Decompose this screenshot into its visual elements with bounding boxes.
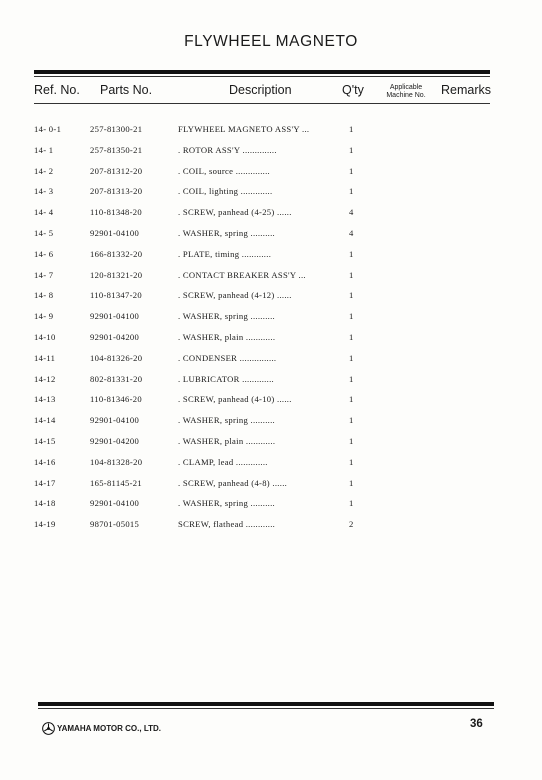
part-no: 104-81328-20 <box>90 456 143 467</box>
quantity: 1 <box>349 373 354 384</box>
ref-no: 14- 1 <box>34 144 54 155</box>
ref-no: 14-11 <box>34 352 56 363</box>
description: . WASHER, plain ............ <box>178 332 276 342</box>
quantity: 1 <box>349 352 354 363</box>
ref-no: 14- 6 <box>34 248 54 259</box>
part-no: 166-81332-20 <box>90 248 143 259</box>
description: . CLAMP, lead ............. <box>178 456 268 467</box>
part-no: 802-81331-20 <box>90 373 143 384</box>
quantity: 1 <box>349 269 354 280</box>
description: . LUBRICATOR ............. <box>178 373 274 384</box>
ref-no: 14-15 <box>34 436 56 446</box>
table-row <box>0 145 542 159</box>
quantity: 1 <box>349 332 354 342</box>
description: . PLATE, timing ............ <box>178 248 272 259</box>
table-row <box>0 478 542 492</box>
ref-no: 14- 0-1 <box>34 124 62 134</box>
part-no: 92901-04100 <box>90 228 140 238</box>
table-row <box>0 332 542 346</box>
part-no: 98701-05015 <box>90 519 140 530</box>
part-no: 92901-04100 <box>90 311 140 322</box>
table-row <box>0 353 542 367</box>
quantity: 1 <box>349 186 354 197</box>
quantity: 1 <box>349 436 354 446</box>
company-name: YAMAHA MOTOR CO., LTD. <box>57 724 161 733</box>
footer-rule-thick <box>38 702 494 706</box>
quantity: 1 <box>349 165 354 176</box>
table-row <box>0 436 542 450</box>
page-number: 36 <box>470 718 483 730</box>
table-row <box>0 207 542 221</box>
quantity: 1 <box>349 248 354 259</box>
table-row <box>0 270 542 284</box>
part-no: 110-81347-20 <box>90 290 142 301</box>
quantity: 4 <box>349 207 354 218</box>
footer-rule-thin <box>38 708 494 709</box>
table-row <box>0 228 542 242</box>
part-no: 92901-04200 <box>90 332 140 342</box>
quantity: 1 <box>349 311 354 322</box>
page-title: FLYWHEEL MAGNETO <box>184 33 358 50</box>
part-no: 92901-04200 <box>90 436 140 446</box>
ref-no: 14- 9 <box>34 311 54 322</box>
table-row <box>0 124 542 138</box>
header-description: Description <box>229 83 292 97</box>
table-row <box>0 415 542 429</box>
header-applicable-line2: Machine No. <box>386 92 426 99</box>
header-parts: Parts No. <box>100 83 153 97</box>
part-no: 207-81312-20 <box>90 165 143 176</box>
quantity: 1 <box>349 124 354 134</box>
description: . SCREW, panhead (4-25) ...... <box>178 207 292 218</box>
ref-no: 14- 4 <box>34 207 54 218</box>
quantity: 1 <box>349 498 354 509</box>
header-rule-top-thin <box>34 76 490 77</box>
part-no: 92901-04100 <box>90 415 140 426</box>
ref-no: 14-18 <box>34 498 56 509</box>
ref-no: 14- 2 <box>34 165 54 176</box>
quantity: 1 <box>349 144 354 155</box>
description: . WASHER, spring .......... <box>178 228 275 238</box>
quantity: 4 <box>349 228 354 238</box>
part-no: 257-81300-21 <box>90 124 143 134</box>
ref-no: 14- 8 <box>34 290 54 301</box>
quantity: 1 <box>349 290 354 301</box>
ref-no: 14- 5 <box>34 228 54 238</box>
quantity: 1 <box>349 415 354 426</box>
header-ref: Ref. No. <box>34 83 80 97</box>
part-no: 207-81313-20 <box>90 186 143 197</box>
ref-no: 14- 7 <box>34 269 54 280</box>
quantity: 1 <box>349 477 354 488</box>
header-rule-top <box>34 70 490 74</box>
description: . WASHER, plain ............ <box>178 436 276 446</box>
part-no: 104-81326-20 <box>90 352 143 363</box>
quantity: 2 <box>349 519 354 530</box>
ref-no: 14-12 <box>34 373 56 384</box>
description: . SCREW, panhead (4-12) ...... <box>178 290 292 301</box>
quantity: 1 <box>349 394 354 405</box>
description: . SCREW, panhead (4-8) ...... <box>178 477 288 488</box>
part-no: 110-81346-20 <box>90 394 142 405</box>
ref-no: 14- 3 <box>34 186 54 197</box>
part-no: 110-81348-20 <box>90 207 142 218</box>
description: . WASHER, spring .......... <box>178 415 275 426</box>
ref-no: 14-10 <box>34 332 56 342</box>
table-row <box>0 186 542 200</box>
description: . CONDENSER ............... <box>178 352 277 363</box>
table-row <box>0 249 542 263</box>
part-no: 257-81350-21 <box>90 144 143 155</box>
part-no: 120-81321-20 <box>90 269 143 280</box>
header-applicable-line1: Applicable <box>389 84 423 91</box>
description: . CONTACT BREAKER ASS'Y ... <box>178 269 306 280</box>
part-no: 165-81145-21 <box>90 477 142 488</box>
table-row <box>0 166 542 180</box>
ref-no: 14-13 <box>34 394 56 405</box>
description: SCREW, flathead ............ <box>178 519 276 530</box>
header-rule-bottom <box>34 103 490 104</box>
description: . WASHER, spring .......... <box>178 498 275 509</box>
table-row <box>0 374 542 388</box>
table-row <box>0 457 542 471</box>
description: . SCREW, panhead (4-10) ...... <box>178 394 292 405</box>
header-remarks: Remarks <box>441 83 492 97</box>
table-row <box>0 519 542 533</box>
ref-no: 14-16 <box>34 456 56 467</box>
description: FLYWHEEL MAGNETO ASS'Y ... <box>178 124 310 134</box>
header-applicable <box>376 84 436 100</box>
table-row <box>0 394 542 408</box>
table-row <box>0 498 542 512</box>
footer-company <box>42 722 161 735</box>
description: . WASHER, spring .......... <box>178 311 275 322</box>
yamaha-logo-icon <box>42 722 55 735</box>
table-row <box>0 311 542 325</box>
quantity: 1 <box>349 456 354 467</box>
part-no: 92901-04100 <box>90 498 140 509</box>
header-qty: Q'ty <box>342 83 364 97</box>
description: . COIL, source .............. <box>178 165 270 176</box>
description: . COIL, lighting ............. <box>178 186 273 197</box>
ref-no: 14-19 <box>34 519 56 530</box>
ref-no: 14-14 <box>34 415 56 426</box>
description: . ROTOR ASS'Y .............. <box>178 144 277 155</box>
table-row <box>0 290 542 304</box>
ref-no: 14-17 <box>34 477 56 488</box>
